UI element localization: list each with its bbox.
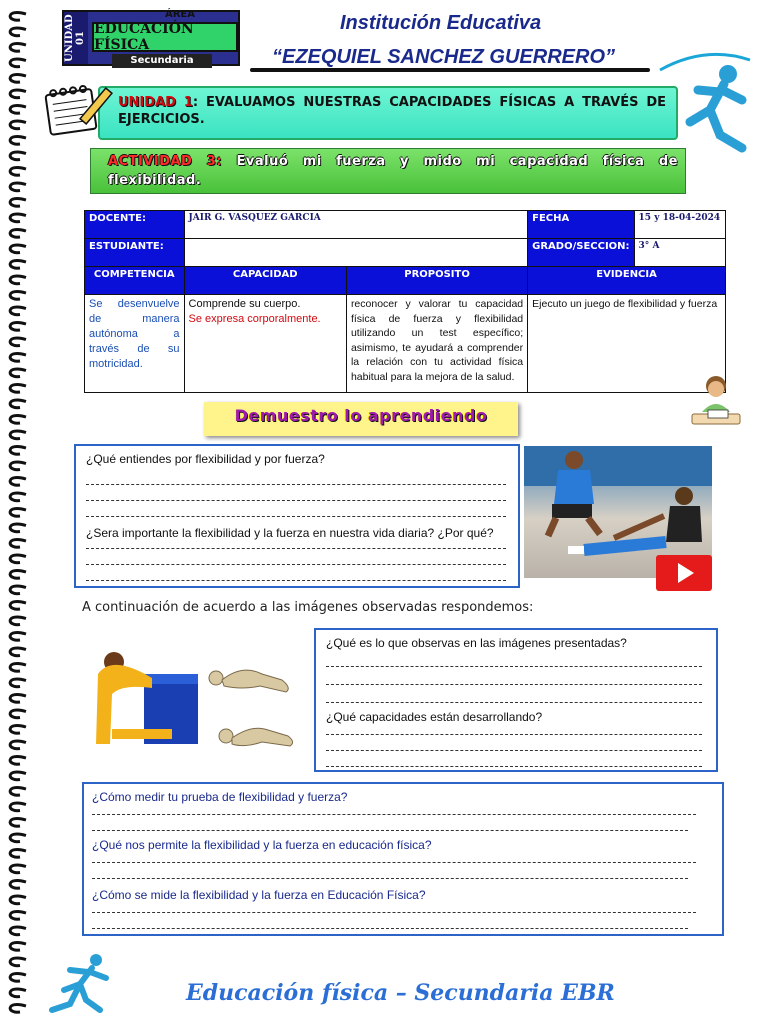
spiral-loop — [10, 105, 26, 113]
spiral-loop — [10, 152, 26, 160]
question-2-1: ¿Qué es lo que observas en las imágenes presentadas? — [326, 636, 627, 650]
spiral-loop — [10, 973, 26, 981]
answer-line[interactable] — [86, 580, 506, 581]
unit-label: UNIDAD 1 — [118, 95, 193, 110]
proposito-cell: reconocer y valorar tu capacidad física de fuerza y flexibilidad utilizando un test específico; asimismo, te ayudará a comprender la relación con tu actividad física habitual para la mejora de la salud. — [346, 295, 527, 393]
answer-line[interactable] — [92, 912, 696, 913]
spiral-loop — [10, 431, 26, 439]
spiral-loop — [10, 508, 26, 516]
spiral-loop — [10, 632, 26, 640]
spiral-loop — [10, 772, 26, 780]
answer-line[interactable] — [86, 564, 506, 565]
answer-line[interactable] — [326, 766, 702, 767]
answer-line[interactable] — [326, 666, 702, 667]
spiral-loop — [10, 663, 26, 671]
docente-label: DOCENTE: — [85, 211, 185, 239]
spiral-loop — [10, 276, 26, 284]
spiral-loop — [10, 90, 26, 98]
demuestro-title: Demuestro lo aprendiendo — [234, 406, 488, 425]
spiral-loop — [10, 834, 26, 842]
capacidad-1: Comprende su cuerpo. — [188, 298, 301, 310]
spiral-loop — [10, 989, 26, 997]
answer-line[interactable] — [326, 702, 702, 703]
header-capacidad: CAPACIDAD — [184, 267, 346, 295]
spiral-loop — [10, 849, 26, 857]
activity-label: ACTIVIDAD 3: — [108, 154, 223, 169]
spiral-loop — [10, 570, 26, 578]
spiral-loop — [10, 725, 26, 733]
question-2-2: ¿Qué capacidades están desarrollando? — [326, 710, 543, 724]
unit-badge: UNIDAD 01 — [64, 12, 88, 64]
spiral-loop — [10, 415, 26, 423]
estudiante-label: ESTUDIANTE: — [85, 239, 185, 267]
spiral-loop — [10, 818, 26, 826]
answer-line[interactable] — [86, 516, 506, 517]
answer-line[interactable] — [92, 928, 688, 929]
institution-title: Institución Educativa — [340, 12, 542, 34]
answer-line[interactable] — [326, 684, 702, 685]
spiral-loop — [10, 291, 26, 299]
spiral-loop — [10, 74, 26, 82]
spiral-loop — [10, 136, 26, 144]
spiral-loop — [10, 446, 26, 454]
capacidad-cell — [184, 295, 346, 393]
grado-label: GRADO/SECCION: — [528, 239, 634, 267]
spiral-loop — [10, 400, 26, 408]
flexibility-exercise-images — [92, 644, 302, 754]
area-name: EDUCACIÓN FÍSICA — [92, 22, 238, 52]
answer-line[interactable] — [92, 862, 696, 863]
spiral-loop — [10, 322, 26, 330]
area-label: ÁREA — [164, 9, 195, 20]
spiral-loop — [10, 369, 26, 377]
spiral-loop — [10, 229, 26, 237]
spiral-loop — [10, 710, 26, 718]
spiral-loop — [10, 865, 26, 873]
answer-line[interactable] — [326, 750, 702, 751]
spiral-loop — [10, 911, 26, 919]
spiral-loop — [10, 28, 26, 36]
answer-line[interactable] — [92, 878, 688, 879]
spiral-loop — [10, 694, 26, 702]
spiral-loop — [10, 493, 26, 501]
answer-line[interactable] — [92, 814, 696, 815]
fecha-value: 15 y 18-04-2024 — [634, 211, 725, 239]
spiral-loop — [10, 787, 26, 795]
unit-title — [118, 94, 666, 128]
title-underline — [250, 68, 650, 72]
runner-icon — [40, 952, 116, 1014]
question-3-3: ¿Cómo se mide la flexibilidad y la fuerza en Educación Física? — [92, 888, 426, 902]
spiral-binding — [0, 0, 34, 1024]
spiral-loop — [10, 198, 26, 206]
answer-line[interactable] — [86, 484, 506, 485]
student-writing-icon — [688, 372, 744, 432]
fecha-label: FECHA — [528, 211, 634, 239]
capacidad-2: Se expresa corporalmente. — [188, 313, 321, 325]
question-1-2: ¿Sera importante la flexibilidad y la fuerza en nuestra vida diaria? ¿Por qué? — [86, 526, 494, 540]
spiral-loop — [10, 245, 26, 253]
question-3-2: ¿Qué nos permite la flexibilidad y la fuerza en educación física? — [92, 838, 432, 852]
spiral-loop — [10, 539, 26, 547]
answer-line[interactable] — [326, 734, 702, 735]
spiral-loop — [10, 880, 26, 888]
competencia-cell: Se desenvuelve de manera autónoma a través de su motricidad. — [85, 295, 185, 393]
answer-line[interactable] — [86, 548, 506, 549]
header-proposito: PROPOSITO — [346, 267, 527, 295]
answer-line[interactable] — [92, 830, 688, 831]
unit-title-text: EVALUAMOS NUESTRAS CAPACIDADES FÍSICAS A TRAVÉS DE EJERCICIOS. — [118, 95, 666, 127]
estudiante-field[interactable] — [184, 239, 528, 267]
spiral-loop — [10, 43, 26, 51]
spiral-loop — [10, 59, 26, 67]
spiral-loop — [10, 648, 26, 656]
spiral-loop — [10, 462, 26, 470]
spiral-loop — [10, 958, 26, 966]
unit-separator: : — [192, 95, 199, 110]
spiral-loop — [10, 214, 26, 222]
spiral-loop — [10, 307, 26, 315]
info-table — [84, 210, 726, 393]
spiral-loop — [10, 477, 26, 485]
spiral-loop — [10, 741, 26, 749]
school-name: “EZEQUIEL SANCHEZ GUERRERO” — [272, 46, 615, 68]
activity-title — [108, 152, 678, 190]
play-icon — [678, 563, 694, 583]
spiral-loop — [10, 942, 26, 950]
answer-line[interactable] — [86, 500, 506, 501]
spiral-loop — [10, 617, 26, 625]
spiral-loop — [10, 384, 26, 392]
activity-title-text: Evaluó mi fuerza y mido mi capacidad física de flexibilidad. — [108, 154, 678, 188]
docente-value: JAIR G. VASQUEZ GARCIA — [184, 211, 528, 239]
spiral-loop — [10, 167, 26, 175]
spiral-loop — [10, 12, 26, 20]
spiral-loop — [10, 183, 26, 191]
grado-value: 3° A — [634, 239, 725, 267]
spiral-loop — [10, 353, 26, 361]
spiral-loop — [10, 260, 26, 268]
question-3-1: ¿Cómo medir tu prueba de flexibilidad y fuerza? — [92, 790, 348, 804]
spiral-loop — [10, 338, 26, 346]
spiral-loop — [10, 586, 26, 594]
footer-text: Educación física – Secundaria EBR — [186, 980, 615, 1006]
continuation-text: A continuación de acuerdo a las imágenes observadas respondemos: — [82, 600, 534, 615]
notepad-pencil-icon — [40, 82, 120, 138]
spiral-loop — [10, 756, 26, 764]
spiral-loop — [10, 896, 26, 904]
spiral-loop — [10, 121, 26, 129]
spiral-loop — [10, 555, 26, 563]
level-label: Secundaria — [112, 54, 212, 68]
spiral-loop — [10, 524, 26, 532]
evidencia-cell: Ejecuto un juego de flexibilidad y fuerza — [528, 295, 726, 393]
question-1-1: ¿Qué entiendes por flexibilidad y por fuerza? — [86, 452, 325, 466]
spiral-loop — [10, 601, 26, 609]
spiral-loop — [10, 1004, 26, 1012]
spiral-loop — [10, 679, 26, 687]
spiral-loop — [10, 927, 26, 935]
header-competencia: COMPETENCIA — [85, 267, 185, 295]
spiral-loop — [10, 803, 26, 811]
header-evidencia: EVIDENCIA — [528, 267, 726, 295]
